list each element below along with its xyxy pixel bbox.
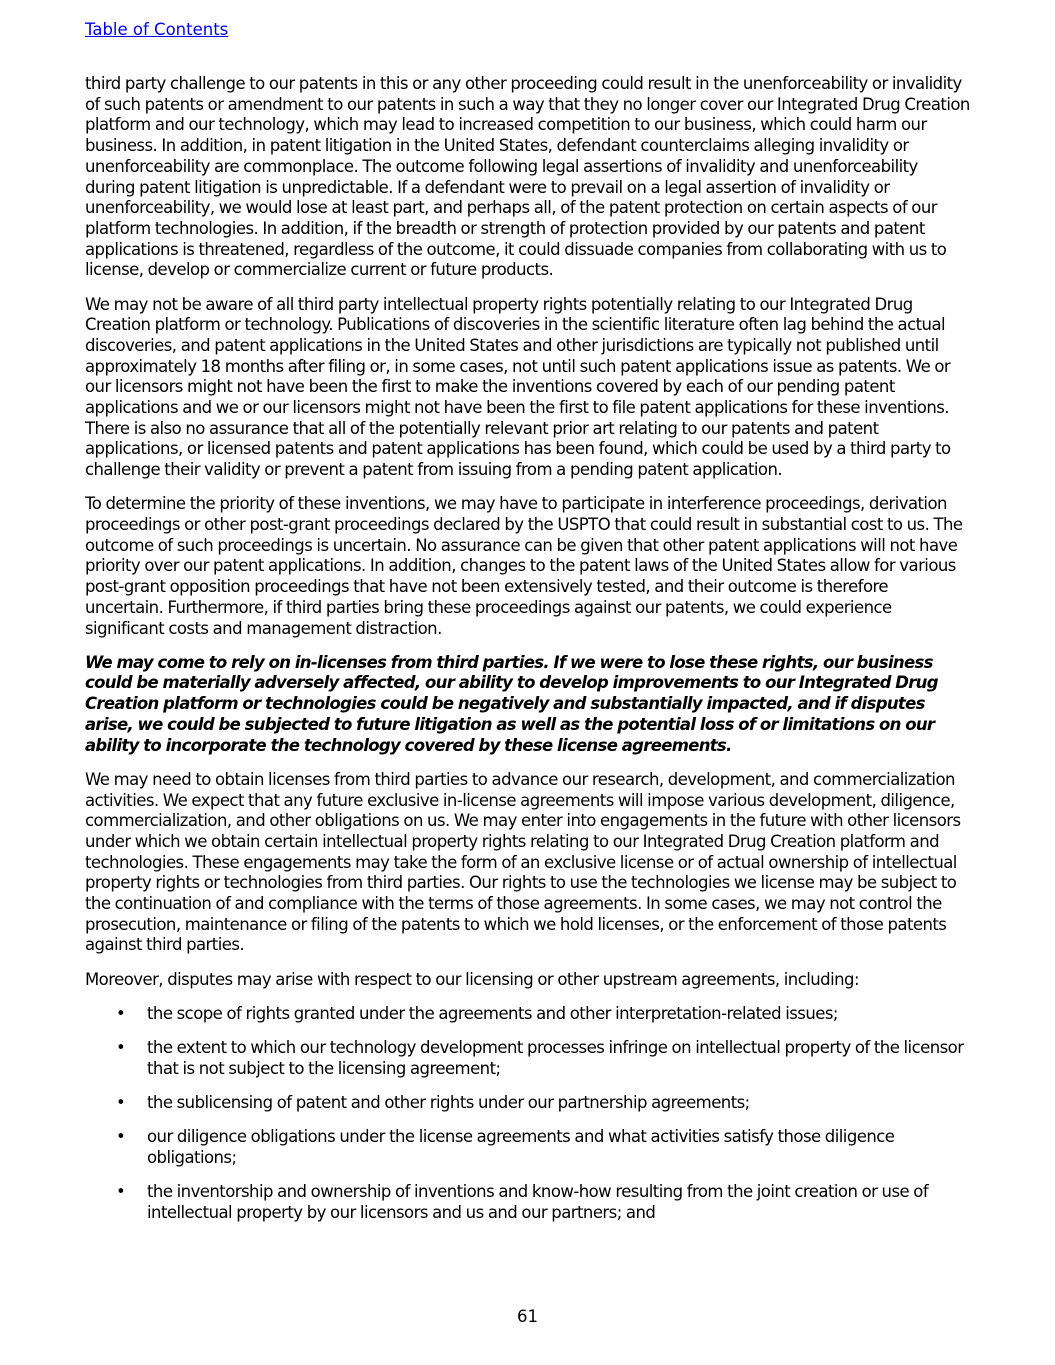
paragraph-patent-challenge: third party challenge to our patents in this or any other proceeding could result in the unenforceability or invalidity of such patents or amendment to our patents in such a way that they no longer cover our Integrated Drug Creation platform and our technology, which may lead to increased competition to our business, which could harm our business. In addition, in patent litigation in the United States, defendant counterclaims alleging invalidity or unenforceability are commonplace. The outcome following legal assertions of invalidity and unenforceability during patent litigation is unpredictable. If a defendant were to prevail on a legal assertion of invalidity or unenforceability, we would lose at least part, and perhaps all, of the patent protection on certain aspects of our platform technologies. In addition, if the breadth or strength of protection provided by our patents and patent applications is threatened, regardless of the outcome, it could dissuade companies from collaborating with us to license, develop or commercialize current or future products. — [85, 74, 970, 280]
document-body — [85, 74, 970, 1223]
list-item — [85, 1093, 970, 1114]
paragraph-priority-inventions: To determine the priority of these inventions, we may have to participate in interference proceedings, derivation proceedings or other post-grant proceedings declared by the USPTO that could result in substantial cost to us. The outcome of such proceedings is uncertain. No assurance can be given that other patent applications will not have priority over our patent applications. In addition, changes to the patent laws of the United States allow for various post-grant opposition proceedings that have not been extensively tested, and their outcome is therefore uncertain. Furthermore, if third parties bring these proceedings against our patents, we could experience significant costs and management distraction. — [85, 494, 963, 638]
paragraph-disputes-intro: Moreover, disputes may arise with respect to our licensing or other upstream agreements, including: — [85, 969, 859, 989]
risk-factor-heading: We may come to rely on in-licenses from third parties. If we were to lose these rights, our business could be materially adversely affected, our ability to develop improvements to our Integrated Drug Creation platform or technologies could be negatively and substantially impacted, and if disputes arise, we could be subjected to future litigation as well as the potential loss of or limitations on our ability to incorporate the technology covered by these license agreements. — [85, 652, 938, 755]
list-item — [85, 1038, 970, 1079]
list-item-text: the extent to which our technology development processes infringe on intellectual property of the licensor that is not subject to the licensing agreement; — [147, 1038, 964, 1078]
list-item-text: our diligence obligations under the license agreements and what activities satisfy those diligence obligations; — [147, 1127, 895, 1167]
list-item — [85, 1182, 970, 1223]
table-of-contents-link[interactable]: Table of Contents — [85, 20, 229, 39]
bullet-marker: • — [116, 1127, 126, 1147]
page-number: 61 — [517, 1307, 538, 1326]
bullet-marker: • — [116, 1092, 126, 1112]
paragraph-third-party-rights: We may not be aware of all third party intellectual property rights potentially relating to our Integrated Drug Creation platform or technology. Publications of discoveries in the scientific literature often lag behind the actual discoveries, and patent applications in the United States and other jurisdictions are typically not published until approximately 18 months after filing or, in some cases, not until such patent applications issue as patents. We or our licensors might not have been the first to make the inventions covered by each of our pending patent applications and we or our licensors might not have been the first to file patent applications for these inventions. There is also no assurance that all of the potentially relevant prior art relating to our patents and patent applications, or licensed patents and patent applications has been found, which could be used by a third party to challenge their validity or prevent a patent from issuing from a pending patent application. — [85, 294, 951, 480]
dispute-bullet-list — [85, 1004, 970, 1224]
document-page — [85, 18, 970, 1237]
bullet-marker: • — [116, 1038, 126, 1058]
bullet-marker: • — [116, 1182, 126, 1202]
list-item-text: the sublicensing of patent and other rights under our partnership agreements; — [147, 1092, 750, 1112]
list-item — [85, 1127, 970, 1168]
bullet-marker: • — [116, 1003, 126, 1023]
list-item-text: the inventorship and ownership of inventions and know-how resulting from the joint creation or use of intellectual property by our licensors and us and our partners; and — [147, 1182, 929, 1222]
paragraph-licenses: We may need to obtain licenses from third parties to advance our research, development, and commercialization activities. We expect that any future exclusive in-license agreements will impose various development, diligence, commercialization, and other obligations on us. We may enter into engagements in the future with other licensors under which we obtain certain intellectual property rights relating to our Integrated Drug Creation platform and technologies. These engagements may take the form of an exclusive license or of actual ownership of intellectual property rights or technologies from third parties. Our rights to use the technologies we license may be subject to the continuation of and compliance with the terms of those agreements. In some cases, we may not control the prosecution, maintenance or filing of the patents to which we hold licenses, or the enforcement of those patents against third parties. — [85, 769, 961, 955]
list-item-text: the scope of rights granted under the agreements and other interpretation-related issues; — [147, 1003, 838, 1023]
list-item — [85, 1004, 970, 1025]
